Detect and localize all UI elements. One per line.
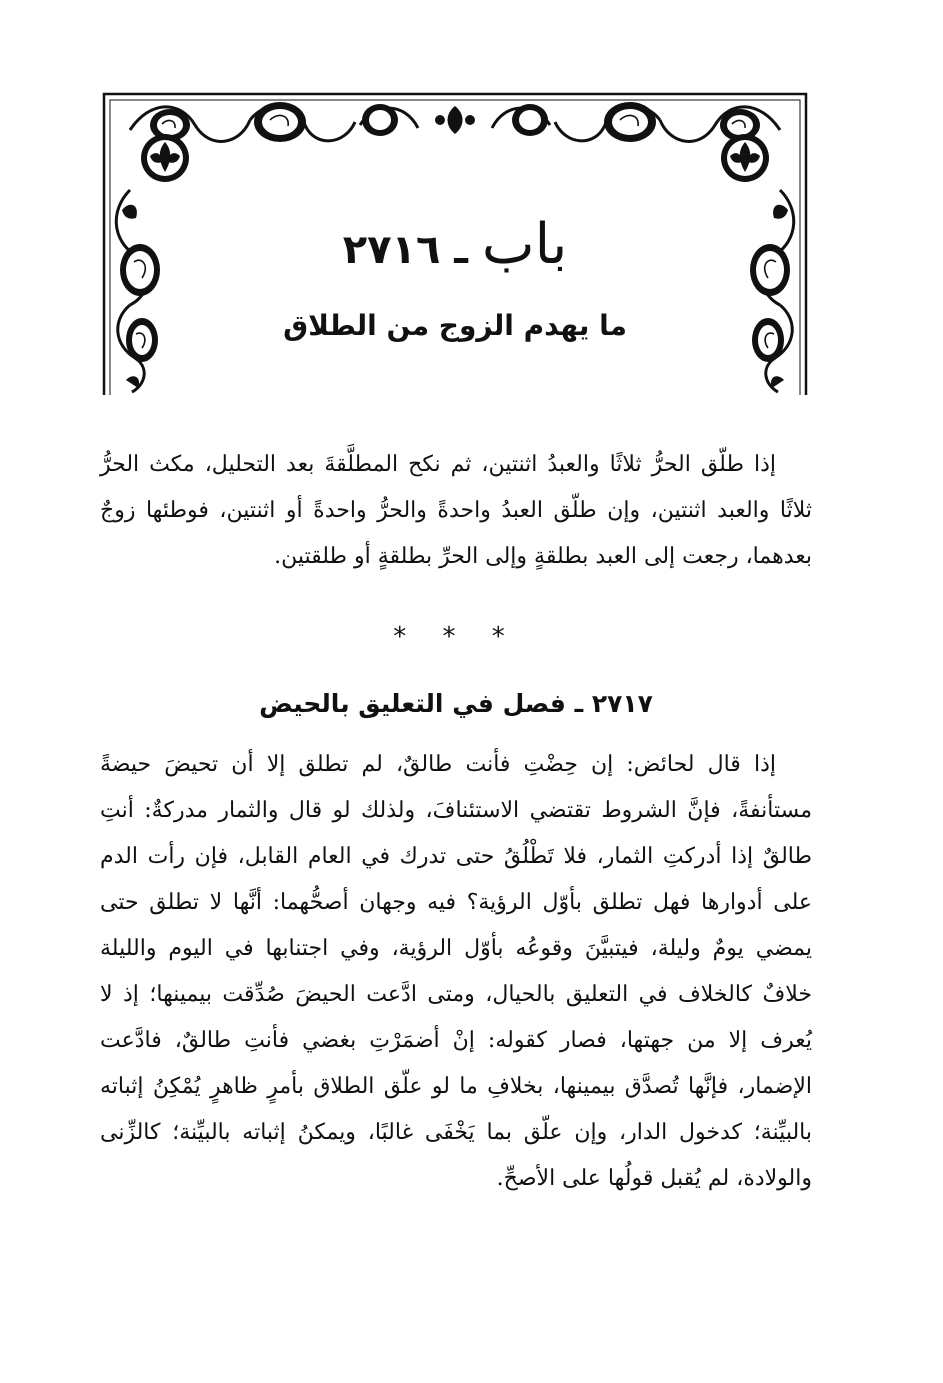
section-heading: ٢٧١٧ ـ فصل في التعليق بالحيض	[259, 689, 653, 718]
paragraph-1-block	[100, 442, 812, 580]
chapter-number: ٢٧١٦	[342, 227, 441, 273]
paragraph-1: إذا طلّق الحرُّ ثلاثًا والعبدُ اثنتين، ثم نكح المطلَّقةَ بعد التحليل، مكث الحرُّ ثلاثًا والعبد اثنتين، وإن طلّق العبدُ واحدةً والحرُّ واحدةً أو اثنتين، فوطئها زوجٌ بعدهما، رجعت إلى العبد بطلقةٍ وإلى الحرِّ بطلقةٍ أو طلقتين.	[100, 452, 812, 569]
section-separator: * * *	[393, 622, 519, 652]
paragraph-2: إذا قال لحائض: إن حِضْتِ فأنت طالقٌ، لم تطلق إلا أن تحيضَ حيضةً مستأنفةً، فإنَّ الشروط تقتضي الاستئنافَ، ولذلك لو قال والثمار مدركةٌ: أنتِ طالقٌ إذا أدركتِ الثمار، فلا تَطْلُقُ حتى تدرك في العام القابل، فإن رأت الدم على أدوارها فهل تطلق بأوّل الرؤية؟ فيه وجهان أصحُّهما: أنَّها لا تطلق حتى يمضي يومٌ وليلة، فيتبيَّنَ وقوعُه بأوّل الرؤية، وفي اجتنابها في اليوم والليلة خلافٌ كالخلاف في التعليق بالحيال، ومتى ادَّعت الحيضَ صُدِّقت بيمينها؛ إذ لا يُعرف إلا من جهتها، فصار كقوله: إنْ أضمَرْتِ بغضي فأنتِ طالقٌ، فادَّعت الإضمار، فإنَّها تُصدَّق بيمينها، بخلافِ ما لو علّق الطلاق بأمرٍ ظاهرٍ يُمْكِنُ إثباته بالبيِّنة؛ كدخول الدار، وإن علّق بما يَخْفَى غالبًا، ويمكنُ إثباته بالبيِّنة؛ كالزِّنى والولادة، لم يُقبل قولُها على الأصحِّ.	[100, 752, 812, 1191]
chapter-word: باب	[481, 212, 568, 277]
chapter-subtitle: ما يهدم الزوج من الطلاق	[283, 309, 627, 342]
chapter-heading	[100, 212, 810, 280]
chapter-dash: ـ	[440, 227, 482, 273]
paragraph-2-block	[100, 742, 812, 1202]
